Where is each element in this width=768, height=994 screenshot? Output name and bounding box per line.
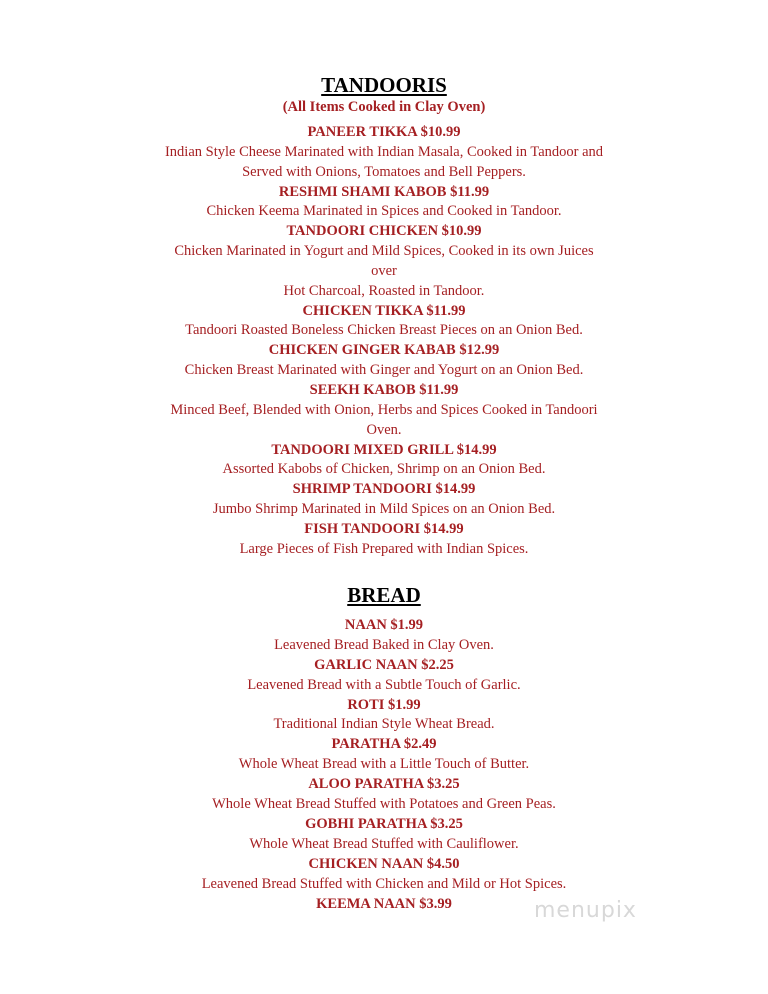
menupix-watermark: menupix (534, 898, 637, 923)
menu-item (0, 855, 768, 895)
menu-item (0, 735, 768, 775)
menu-item (0, 341, 768, 381)
menu-item (0, 815, 768, 855)
menu-item-description: Oven. (366, 421, 402, 438)
menu-item-description: Tandoori Roasted Boneless Chicken Breast Pieces on an Onion Bed. (185, 322, 583, 339)
menu-item-name: PARATHA $2.49 (331, 736, 437, 753)
menu-item (0, 775, 768, 815)
menu-item-name: ROTI $1.99 (347, 696, 421, 713)
menu-item-name: TANDOORI CHICKEN $10.99 (286, 223, 482, 240)
menu-item (0, 520, 768, 560)
menu-item-description: Hot Charcoal, Roasted in Tandoor. (283, 282, 485, 299)
menu-item-name: PANEER TIKKA $10.99 (307, 124, 461, 140)
menu-item-name: CHICKEN NAAN $4.50 (308, 855, 460, 872)
menu-item-name: CHICKEN TIKKA $11.99 (302, 302, 466, 319)
menu-item (0, 656, 768, 696)
menu-item-description: Whole Wheat Bread with a Little Touch of Butter. (238, 756, 530, 773)
menu-item (0, 696, 768, 736)
menu-item-name: FISH TANDOORI $14.99 (304, 521, 464, 537)
menu-item-description: Traditional Indian Style Wheat Bread. (273, 716, 495, 733)
menu-item-description: Served with Onions, Tomatoes and Bell Peppers. (242, 163, 526, 180)
menu-item (0, 302, 768, 342)
menu-item-description: Whole Wheat Bread Stuffed with Potatoes and Green Peas. (212, 795, 556, 812)
tandooris-subtitle: (All Items Cooked in Clay Oven) (282, 99, 486, 115)
menu-item-description: Leavened Bread with a Subtle Touch of Garlic. (247, 676, 521, 693)
menu-item-description: Indian Style Cheese Marinated with Indian Masala, Cooked in Tandoor and (164, 143, 604, 160)
menu-item-name: SEEKH KABOB $11.99 (309, 382, 459, 399)
menu-item-name: SHRIMP TANDOORI $14.99 (292, 481, 476, 498)
menu-item (0, 123, 768, 182)
menu-item-description: Whole Wheat Bread Stuffed with Cauliflower. (249, 835, 519, 852)
menu-item-name: GOBHI PARATHA $3.25 (305, 816, 463, 832)
menu-item (0, 222, 768, 301)
menu-item-description: Chicken Keema Marinated in Spices and Cooked in Tandoor. (206, 203, 562, 220)
menu-item-description: Chicken Breast Marinated with Ginger and Yogurt on an Onion Bed. (184, 362, 584, 379)
menu-item-description: Jumbo Shrimp Marinated in Mild Spices on an Onion Bed. (212, 501, 556, 518)
menu-item-description: Chicken Marinated in Yogurt and Mild Spices, Cooked in its own Juices (174, 243, 594, 260)
menu-item-name: TANDOORI MIXED GRILL $14.99 (271, 441, 497, 458)
menu-item-description: Leavened Bread Stuffed with Chicken and Mild or Hot Spices. (201, 875, 567, 892)
menu-item (0, 895, 768, 915)
menu-item-name: ALOO PARATHA $3.25 (308, 776, 460, 793)
menu-item-name: KEEMA NAAN $3.99 (316, 895, 452, 912)
menu-item-name: RESHMI SHAMI KABOB $11.99 (278, 183, 490, 200)
tandooris-title: TANDOORIS (321, 73, 447, 97)
menu-item-name: CHICKEN GINGER KABAB $12.99 (268, 342, 500, 359)
menu-item-description: Large Pieces of Fish Prepared with Indian Spices. (239, 540, 529, 557)
menu-item (0, 381, 768, 440)
menu-item-description: Leavened Bread Baked in Clay Oven. (274, 636, 494, 653)
menu-item (0, 441, 768, 481)
bread-title: BREAD (347, 583, 421, 607)
menu-item-description: Assorted Kabobs of Chicken, Shrimp on an Onion Bed. (222, 461, 546, 478)
menu-item-description: Minced Beef, Blended with Onion, Herbs and Spices Cooked in Tandoori (170, 401, 598, 418)
menu-item-name: NAAN $1.99 (344, 617, 424, 633)
menu-item-description: over (371, 262, 397, 279)
menu-item (0, 480, 768, 520)
menu-item (0, 183, 768, 223)
menu-item (0, 616, 768, 656)
menu-item-name: GARLIC NAAN $2.25 (314, 656, 454, 673)
